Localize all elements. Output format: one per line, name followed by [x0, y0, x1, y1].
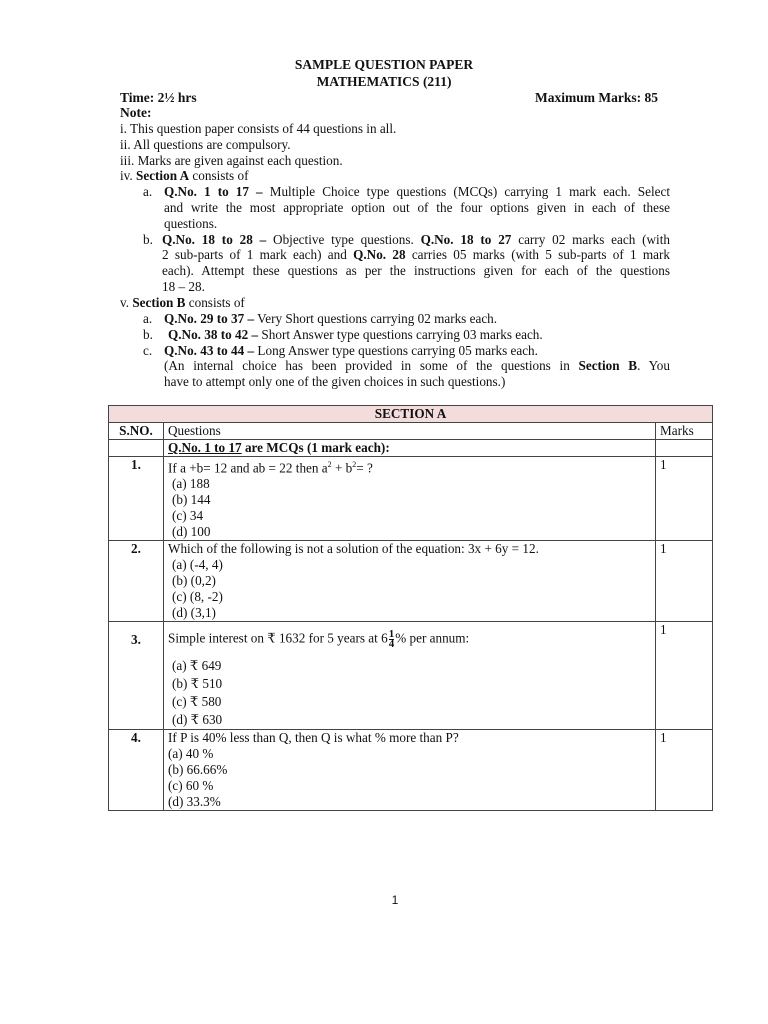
page-number: 1 [391, 893, 399, 907]
question-number: 1. [109, 457, 164, 541]
option-c: (c) 34 [172, 508, 204, 524]
note-choice-line2: have to attempt only one of the given choices in such questions.) [164, 374, 506, 389]
table-row [109, 730, 713, 811]
question-cell [164, 541, 656, 622]
option-d: (d) ₹ 630 [172, 712, 223, 728]
note-item-5: v. Section B consists of [120, 295, 245, 310]
question-marks: 1 [656, 622, 713, 730]
question-number: 2. [109, 541, 164, 622]
question-cell [164, 457, 656, 541]
option-b: (b) ₹ 510 [172, 676, 223, 692]
note-item-4: iv. Section A consists of [120, 168, 249, 183]
option-c: (c) 60 % [168, 778, 214, 794]
paper-title: SAMPLE QUESTION PAPER [294, 57, 474, 72]
note-5a-text: Q.No. 29 to 37 – Very Short questions carrying 02 marks each. [164, 311, 498, 326]
option-b: (b) (0,2) [172, 573, 216, 589]
question-text: Which of the following is not a solution of the equation: 3x + 6y = 12. [168, 541, 539, 557]
option-a: (a) 188 [172, 476, 210, 492]
note-5b-label: b. [143, 327, 153, 342]
question-marks: 1 [656, 457, 713, 541]
table-row [109, 457, 713, 541]
question-number: 4. [109, 730, 164, 811]
table-row [109, 622, 713, 730]
col-header-questions: Questions [164, 423, 656, 440]
max-marks-label: Maximum Marks: 85 [535, 90, 658, 105]
time-label: Time: 2½ hrs [120, 90, 197, 105]
question-text: Simple interest on ₹ 1632 for 5 years at 6 $\frac{1}{4}$ % per annum: [168, 628, 470, 651]
note-4b-line1: Q.No. 18 to 28 – Objective type questions. Q.No. 18 to 27 carry 02 marks each (with [162, 232, 670, 247]
question-marks: 1 [656, 541, 713, 622]
question-text: If P is 40% less than Q, then Q is what % more than P? [168, 730, 459, 746]
section-a-heading: SECTION A [109, 406, 713, 423]
table-row [109, 541, 713, 622]
question-number: 3. [109, 622, 164, 730]
fraction: $\frac{1}{4}$ [388, 628, 395, 651]
option-a: (a) ₹ 649 [172, 658, 222, 674]
note-5a-label: a. [143, 311, 153, 326]
note-4a-label: a. [143, 184, 153, 199]
option-c: (c) (8, -2) [172, 589, 223, 605]
note-4b-line3: each). Attempt these questions as per the instructions given for each of the questions [162, 263, 670, 278]
question-cell [164, 730, 656, 811]
option-d: (d) 33.3% [168, 794, 221, 810]
note-4b-line2: 2 sub-parts of 1 mark each) and Q.No. 28 carries 05 marks (with 5 sub-parts of 1 mark [162, 247, 671, 262]
question-cell [164, 622, 656, 730]
option-c: (c) ₹ 580 [172, 694, 222, 710]
option-a: (a) 40 % [168, 746, 214, 762]
section-a-table [108, 405, 713, 811]
col-header-marks: Marks [656, 423, 713, 440]
note-choice-line1: (An internal choice has been provided in some of the questions in Section B. You [164, 358, 670, 373]
question-marks: 1 [656, 730, 713, 811]
note-item-2: ii. All questions are compulsory. [120, 137, 291, 152]
mcq-instruction: Q.No. 1 to 17 are MCQs (1 mark each): [164, 440, 656, 457]
note-5c-text: Q.No. 43 to 44 – Long Answer type questions carrying 05 marks each. [164, 343, 538, 358]
col-header-sno: S.NO. [109, 423, 164, 440]
note-item-3: iii. Marks are given against each question. [120, 153, 343, 168]
note-4a-line2: and write the most appropriate option out of the four options given in each of these [164, 200, 670, 215]
note-5b-text: Q.No. 38 to 42 – Short Answer type questions carrying 03 marks each. [168, 327, 543, 342]
option-b: (b) 66.66% [168, 762, 228, 778]
option-a: (a) (-4, 4) [172, 557, 223, 573]
note-4b-line4: 18 – 28. [162, 279, 205, 294]
note-5c-label: c. [143, 343, 153, 358]
question-text: If a +b= 12 and ab = 22 then $a^2 + b^2=$ ? [168, 460, 373, 476]
note-4b-label: b. [143, 232, 153, 247]
paper-subject: MATHEMATICS (211) [316, 74, 452, 89]
option-b: (b) 144 [172, 492, 211, 508]
option-d: (d) (3,1) [172, 605, 216, 621]
note-label: Note: [120, 105, 152, 120]
note-4a-line1: Q.No. 1 to 17 – Multiple Choice type questions (MCQs) carrying 1 mark each. Select [164, 184, 670, 199]
option-d: (d) 100 [172, 524, 211, 540]
note-4a-line3: questions. [164, 216, 218, 231]
note-item-1: i. This question paper consists of 44 questions in all. [120, 121, 397, 136]
